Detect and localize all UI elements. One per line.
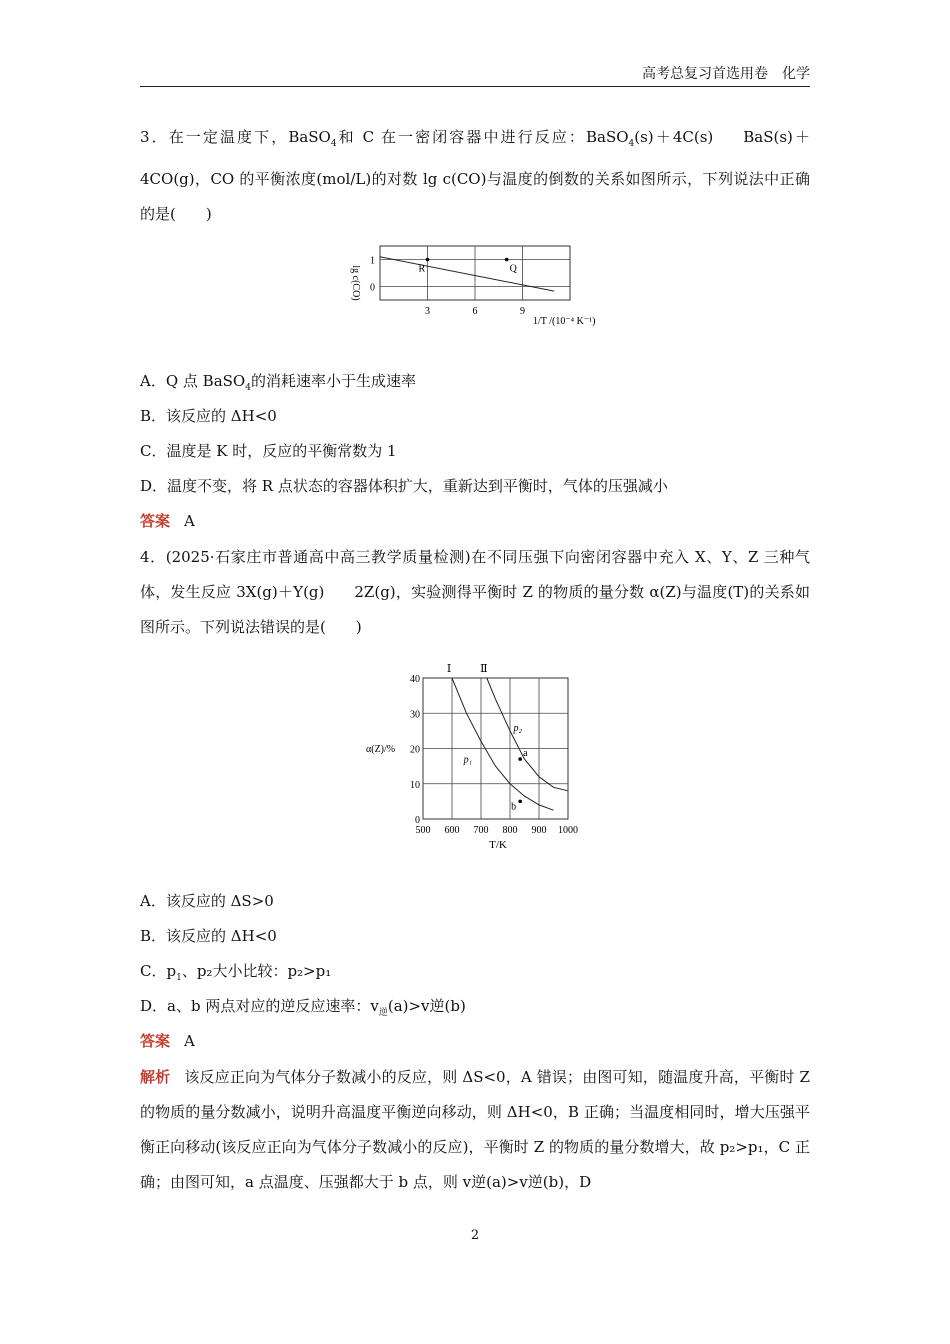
q4-option-text: 、p₂大小比较：p₂>p₁ bbox=[181, 962, 332, 980]
q3-grid bbox=[380, 246, 570, 300]
q4-point bbox=[518, 800, 522, 804]
q3-option-text: C．温度是 K 时，反应的平衡常数为 1 bbox=[140, 442, 397, 460]
q4-ytick: 20 bbox=[410, 744, 420, 756]
q3-ytick: 1 bbox=[370, 255, 375, 267]
q3-point-label: Q bbox=[509, 263, 517, 275]
q4-stem: 4．(2025·石家庄市普通高中高三教学质量检测)在不同压强下向密闭容器中充入 X、Y、Z 三种气体，发生反应 3X(g)＋Y(g) 2Z(g)，实验测得平衡时 Z 的物质的量分数 α(Z)与温度(T)的关系如图所示。下列说法错误的是( ) bbox=[140, 548, 810, 636]
q3-option-text: A．Q 点 BaSO bbox=[140, 372, 246, 390]
q4-series-curve bbox=[452, 678, 554, 813]
q4-point-label: b bbox=[511, 801, 517, 813]
q4-option bbox=[140, 960, 331, 989]
q3-option bbox=[140, 440, 397, 462]
q3-ytick: 0 bbox=[370, 282, 375, 294]
q3-point-label: R bbox=[418, 263, 426, 275]
q4-option bbox=[140, 925, 277, 947]
q4-ytick: 10 bbox=[410, 779, 420, 791]
q4-option-text: (a)>v逆(b) bbox=[387, 997, 466, 1015]
q3-ylabel: lg c(CO) bbox=[350, 265, 361, 301]
q4-xtick: 700 bbox=[473, 825, 489, 836]
q4-option-text: B．该反应的 ΔH<0 bbox=[140, 927, 277, 945]
q4-curve-top-label: Ⅰ bbox=[446, 663, 452, 675]
q4-point-label: a bbox=[523, 748, 528, 760]
q4-option-text: C．p bbox=[140, 962, 177, 980]
q3-option bbox=[140, 475, 668, 497]
q3-xlabel: 1/T /(10⁻⁴ K⁻¹) bbox=[533, 316, 596, 327]
q4-analysis: 解析 该反应正向为气体分子数减小的反应，则 ΔS<0，A 错误；由图可知，随温度升高，平衡时 Z 的物质的量分数减小，说明升高温度平衡逆向移动，则 ΔH<0，B 正确；当温度相同时，增大压强平衡正向移动(该反应正向为气体分子数减小的反应)，平衡时 Z 的物质的量分数增大，故 p₂>p₁，C 正确；由图可知，a 点温度、压强都大于 b 点，则 v逆(a)>v逆(b)，D bbox=[140, 1068, 810, 1191]
q3-point bbox=[505, 258, 509, 262]
q3-option-text: 的消耗速率小于生成速率 bbox=[250, 372, 416, 390]
q4-xtick: 600 bbox=[444, 825, 460, 836]
q3-option-sub: 4 bbox=[245, 383, 251, 393]
q4-xlabel: T/K bbox=[489, 839, 507, 851]
q4-xtick: 1000 bbox=[558, 825, 578, 836]
q4-option-text: A．该反应的 ΔS>0 bbox=[140, 892, 274, 910]
q3-point bbox=[426, 258, 430, 262]
q3-option bbox=[140, 370, 416, 399]
q4-option-sub: 逆 bbox=[378, 1008, 388, 1018]
q4-ylabel: α(Z)/% bbox=[366, 744, 396, 755]
q3-option-text: B．该反应的 ΔH<0 bbox=[140, 407, 277, 425]
q4-series-label: p₁ bbox=[463, 754, 473, 766]
q4-ytick: 0 bbox=[415, 815, 420, 826]
q3-xtick: 6 bbox=[472, 306, 478, 317]
q4-xtick: 500 bbox=[415, 825, 431, 836]
q4-chart bbox=[360, 656, 590, 854]
q3-chart bbox=[335, 238, 615, 338]
q4-option-sub: 1 bbox=[176, 973, 182, 983]
q4-option bbox=[140, 890, 274, 912]
q3-option-text: D．温度不变，将 R 点状态的容器体积扩大，重新达到平衡时，气体的压强减小 bbox=[140, 477, 668, 495]
q4-option-text: D．a、b 两点对应的逆反应速率：v bbox=[140, 997, 379, 1015]
q4-answer: 答案 A bbox=[140, 1032, 195, 1050]
q4-marks bbox=[410, 663, 578, 836]
q3-xtick: 3 bbox=[425, 306, 430, 317]
q3-stem: 3．在一定温度下，BaSO$_4$和 C 在一密闭容器中进行反应：BaSO$_4$(s)＋4C(s) BaS(s)＋4CO(g)，CO 的平衡浓度(mol/L)的对数 lg c(CO)与温度的倒数的关系如图所示，下列说法中正确的是( ) bbox=[140, 128, 810, 223]
q4-xtick: 800 bbox=[502, 825, 518, 836]
q4-ytick: 40 bbox=[410, 674, 420, 685]
page-header bbox=[140, 62, 810, 87]
q4-curve-top-label: Ⅱ bbox=[480, 663, 488, 675]
q3-series-line bbox=[380, 257, 554, 291]
q4-ytick: 30 bbox=[410, 709, 420, 721]
q4-series-curve bbox=[487, 678, 568, 791]
q3-xtick: 9 bbox=[520, 306, 525, 317]
q3-option bbox=[140, 405, 277, 427]
q4-option bbox=[140, 995, 466, 1024]
page-number: 2 bbox=[470, 1228, 480, 1243]
q4-xtick: 900 bbox=[531, 825, 547, 836]
q3-answer: 答案 A bbox=[140, 512, 195, 530]
q4-series-label: p₂ bbox=[513, 722, 522, 734]
header-title: 高考总复习首选用卷 化学 bbox=[642, 66, 810, 82]
q4-point bbox=[518, 757, 522, 761]
